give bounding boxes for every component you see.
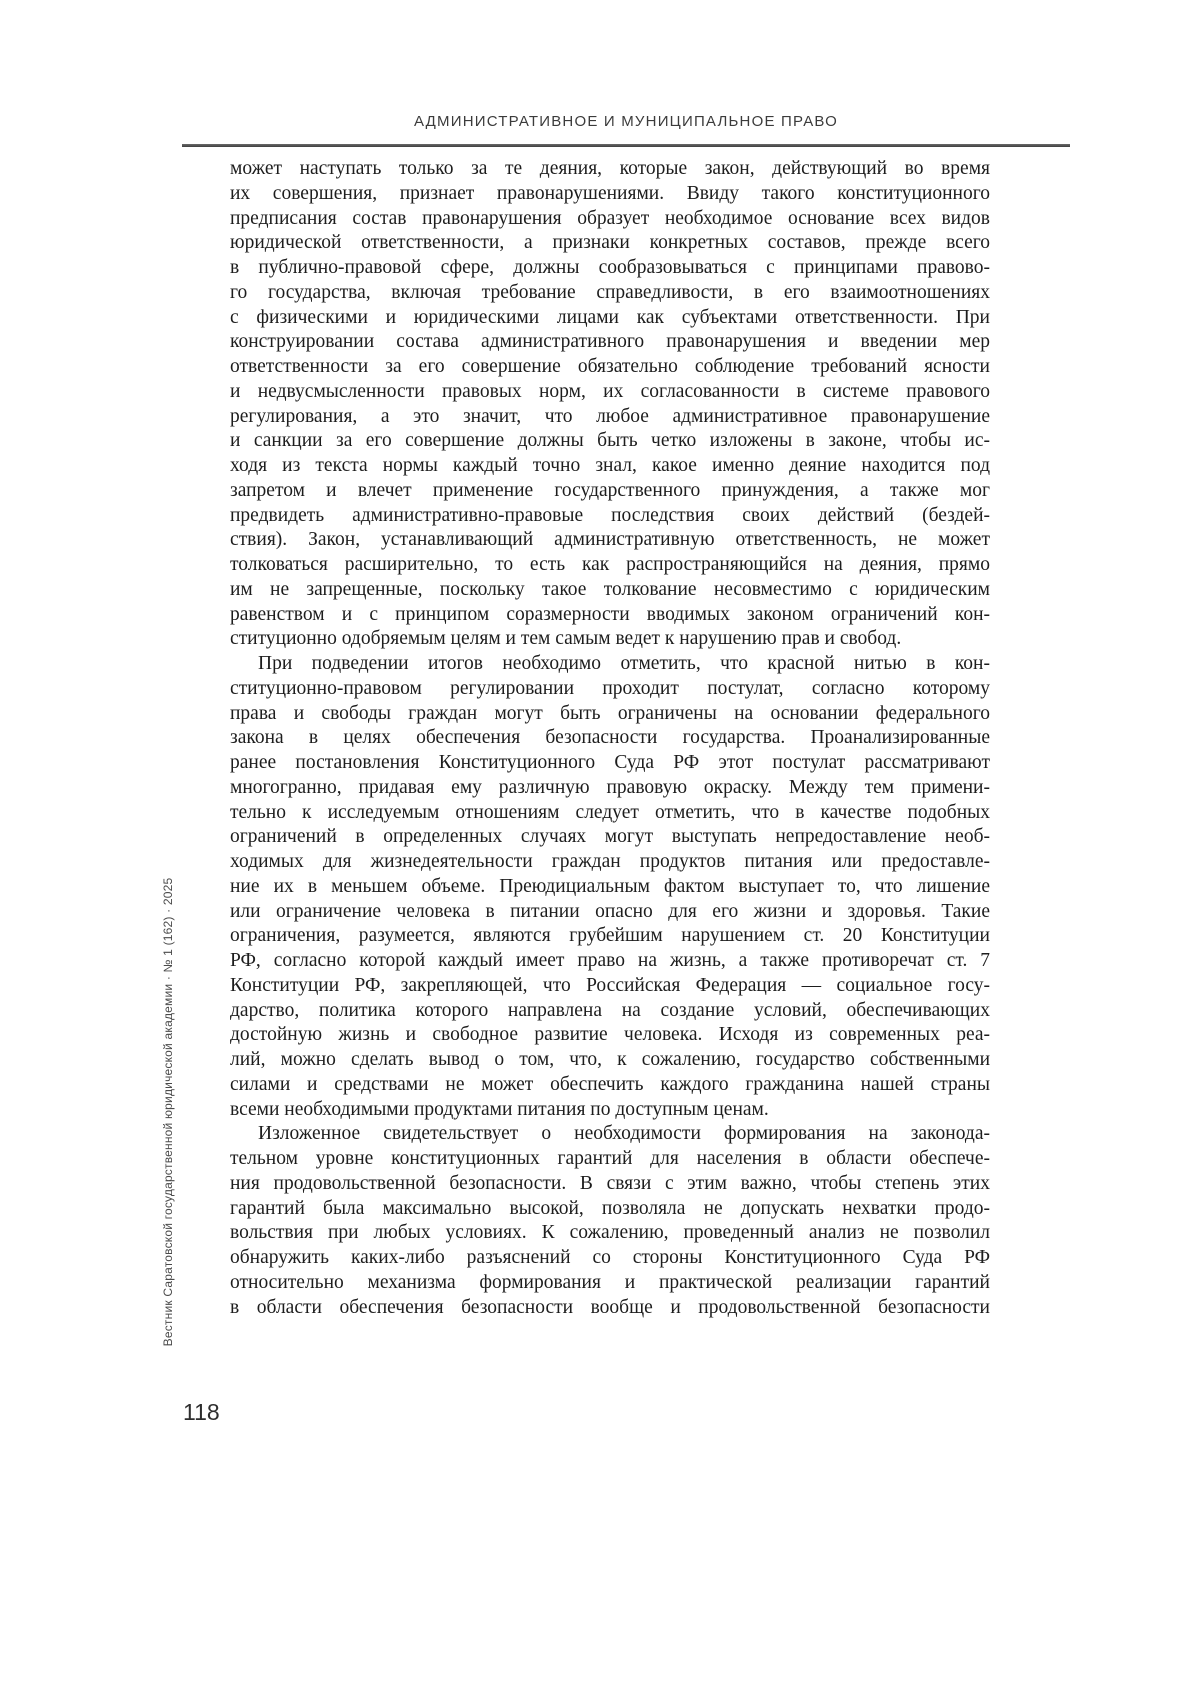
text-line: может наступать только за те деяния, которые закон, действующий во время: [230, 158, 990, 179]
text-line: ституционно-правовом регулировании проходит постулат, согласно которому: [230, 677, 990, 699]
text-line: ституционно одобряемым целям и тем самым ведет к нарушению прав и свобод.: [230, 628, 902, 650]
text-line: ограничения, разумеется, являются грубейшим нарушением ст. 20 Конституции: [230, 925, 990, 947]
text-line: толковаться расширительно, то есть как распространяющийся на деяния, прямо: [230, 554, 990, 575]
text-line: тельно к исследуемым отношениям следует отметить, что в качестве подобных: [230, 801, 990, 823]
text-line: ранее постановления Конституционного Суда РФ этот постулат рассматривают: [230, 752, 990, 773]
text-line: или ограничение человека в питании опасно для его жизни и здоровья. Такие: [230, 900, 990, 922]
text-line: ходимых для жизнедеятельности граждан продуктов питания или предоставле-: [230, 851, 990, 872]
text-line: относительно механизма формирования и практической реализации гарантий: [230, 1271, 990, 1293]
text-line: многогранно, придавая ему различную правовую окраску. Между тем примени-: [230, 776, 990, 798]
text-line: предписания состав правонарушения образует необходимое основание всех видов: [230, 207, 990, 229]
text-line: юридической ответственности, а признаки конкретных составов, прежде всего: [230, 232, 990, 254]
text-line: ограничений в определенных случаях могут выступать непредоставление необ-: [230, 826, 990, 848]
text-line: в области обеспечения безопасности вообще и продовольственной безопасности: [230, 1296, 990, 1318]
text-line: Конституции РФ, закрепляющей, что Российская Федерация — социальное госу-: [230, 974, 990, 996]
paragraph: [230, 157, 990, 652]
text-line: достойную жизнь и свободное развитие человека. Исходя из современных реа-: [230, 1024, 990, 1046]
text-line: ние их в меньшем объеме. Преюдициальным фактом выступает то, что лишение: [230, 875, 990, 897]
text-line: дарство, политика которого направлена на создание условий, обеспечивающих: [230, 999, 990, 1021]
text-line: им не запрещенные, поскольку такое толкование несовместимо с юридическим: [230, 578, 990, 600]
text-line: с физическими и юридическими лицами как субъектами ответственности. При: [230, 306, 990, 328]
text-line: го государства, включая требование справедливости, в его взаимоотношениях: [230, 281, 990, 303]
text-line: закона в целях обеспечения безопасности государства. Проанализированные: [230, 727, 990, 749]
text-line: РФ, согласно которой каждый имеет право на жизнь, а также противоречат ст. 7: [230, 950, 990, 971]
text-line: равенством и с принципом соразмерности вводимых законом ограничений кон-: [230, 603, 990, 625]
text-line: ответственности за его совершение обязательно соблюдение требований ясности: [230, 356, 990, 377]
text-line: лий, можно сделать вывод о том, что, к сожалению, государство собственными: [230, 1049, 990, 1070]
text-line: их совершения, признает правонарушениями. Ввиду такого конституционного: [230, 182, 990, 204]
text-line: гарантий была максимально высокой, позволяла не допускать нехватки продо-: [230, 1197, 990, 1219]
text-line: и санкции за его совершение должны быть четко изложены в законе, чтобы ис-: [230, 430, 990, 452]
text-line: ходя из текста нормы каждый точно знал, какое именно деяние находится под: [230, 455, 990, 476]
text-line: предвидеть административно-правовые последствия своих действий (бездей-: [230, 504, 990, 526]
journal-sidebar-caption: Вестник Саратовской государственной юридической академии · № 1 (162) · 2025: [161, 877, 175, 1347]
article-body: [230, 157, 990, 1320]
text-line: ния продовольственной безопасности. В связи с этим важно, чтобы степень этих: [230, 1172, 990, 1194]
text-line: При подведении итогов необходимо отметить, что красной нитью в кон-: [258, 653, 990, 674]
text-line: запретом и влечет применение государственного принуждения, а также мог: [230, 479, 990, 501]
text-line: обнаружить каких-либо разъяснений со стороны Конституционного Суда РФ: [230, 1247, 990, 1268]
page-number: 118: [183, 1399, 220, 1425]
paragraph: [230, 652, 990, 1122]
text-line: ствия). Закон, устанавливающий административную ответственность, не может: [230, 529, 990, 551]
text-line: вольствия при любых условиях. К сожалению, проведенный анализ не позволил: [230, 1222, 990, 1244]
text-line: регулирования, а это значит, что любое административное правонарушение: [230, 405, 990, 427]
text-line: права и свободы граждан могут быть ограничены на основании федерального: [230, 702, 990, 724]
text-line: конструировании состава административного правонарушения и введении мер: [230, 331, 990, 353]
section-title: АДМИНИСТРАТИВНОЕ И МУНИЦИПАЛЬНОЕ ПРАВО: [413, 113, 838, 130]
text-line: тельном уровне конституционных гарантий для населения в области обеспече-: [230, 1148, 990, 1169]
text-line: в публично-правовой сфере, должны сообразовываться с принципами правово-: [230, 257, 990, 278]
paragraph: [230, 1122, 990, 1320]
text-line: и недвусмысленности правовых норм, их согласованности в системе правового: [230, 380, 990, 402]
text-line: силами и средствами не может обеспечить каждого гражданина нашей страны: [230, 1073, 990, 1095]
text-line: Изложенное свидетельствует о необходимости формирования на законода-: [258, 1123, 990, 1145]
text-line: всеми необходимыми продуктами питания по доступным ценам.: [230, 1098, 769, 1120]
header-rule: [182, 144, 1070, 147]
